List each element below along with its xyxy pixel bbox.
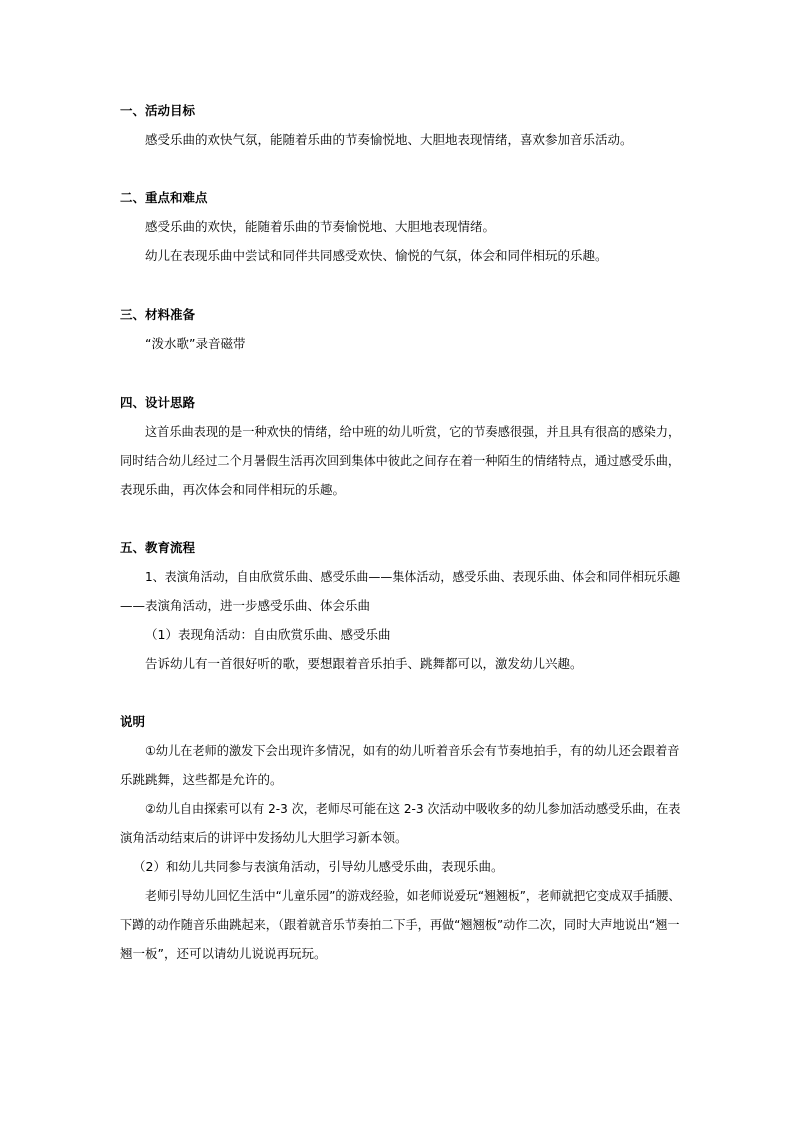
paragraph-line: ②幼儿自由探索可以有 2-3 次，老师尽可能在这 2-3 次活动中吸收多的幼儿参加活动感受乐曲，在表	[145, 801, 681, 816]
paragraph-line: 表现乐曲，再次体会和同伴相玩的乐趣。	[120, 482, 346, 497]
paragraph-line: 演角活动结束后的讲评中发扬幼儿大胆学习新本领。	[120, 830, 408, 845]
section-heading-notes: 说明	[120, 714, 146, 729]
paragraph-line: 同时结合幼儿经过二个月暑假生活再次回到集体中彼此之间存在着一种陌生的情绪特点，通过感受乐曲，	[120, 453, 681, 468]
paragraph-line: （1）表现角活动：自由欣赏乐曲、感受乐曲	[145, 627, 391, 642]
paragraph-line: 感受乐曲的欢快气氛，能随着乐曲的节奏愉悦地、大胆地表现情绪，喜欢参加音乐活动。	[145, 132, 633, 147]
paragraph-line: 这首乐曲表现的是一种欢快的情绪，给中班的幼儿听赏，它的节奏感很强，并且具有很高的感染力，	[145, 424, 681, 439]
paragraph-line: ①幼儿在老师的激发下会出现许多情况，如有的幼儿听着音乐会有节奏地拍手，有的幼儿还会跟着音	[145, 743, 680, 758]
paragraph-line: 乐跳跳舞，这些都是允许的。	[120, 772, 283, 787]
paragraph-line: “泼水歌”录音磁带	[145, 336, 246, 351]
paragraph-line: 1、表演角活动，自由欣赏乐曲、感受乐曲——集体活动，感受乐曲、表现乐曲、体会和同伴相玩乐趣	[145, 569, 681, 584]
section-heading-design: 四、设计思路	[120, 395, 196, 410]
section-heading-key-points: 二、重点和难点	[120, 190, 208, 205]
paragraph-line: 下蹲的动作随音乐曲跳起来，（跟着就音乐节奏拍二下手，再做“翘翘板”动作二次，同时大声地说出“翘一	[120, 917, 680, 932]
paragraph-line: 感受乐曲的欢快，能随着乐曲的节奏愉悦地、大胆地表现情绪。	[145, 219, 496, 234]
paragraph-line: （2）和幼儿共同参与表演角活动，引导幼儿感受乐曲，表现乐曲。	[133, 859, 504, 874]
paragraph-line: 幼儿在表现乐曲中尝试和同伴共同感受欢快、愉悦的气氛，体会和同伴相玩的乐趣。	[145, 248, 608, 263]
paragraph-line: 老师引导幼儿回忆生活中“儿童乐园”的游戏经验，如老师说爱玩“翘翘板”，老师就把它变成双手插腰、	[145, 888, 681, 903]
paragraph-line: 告诉幼儿有一首很好听的歌，要想跟着音乐拍手、跳舞都可以，激发幼儿兴趣。	[145, 656, 583, 671]
paragraph-line: 翘一板”，还可以请幼儿说说再玩玩。	[120, 946, 327, 961]
section-heading-process: 五、教育流程	[120, 540, 196, 555]
section-heading-goals: 一、活动目标	[120, 103, 196, 118]
paragraph-line: ——表演角活动，进一步感受乐曲、体会乐曲	[120, 598, 371, 613]
section-heading-materials: 三、材料准备	[120, 307, 196, 322]
